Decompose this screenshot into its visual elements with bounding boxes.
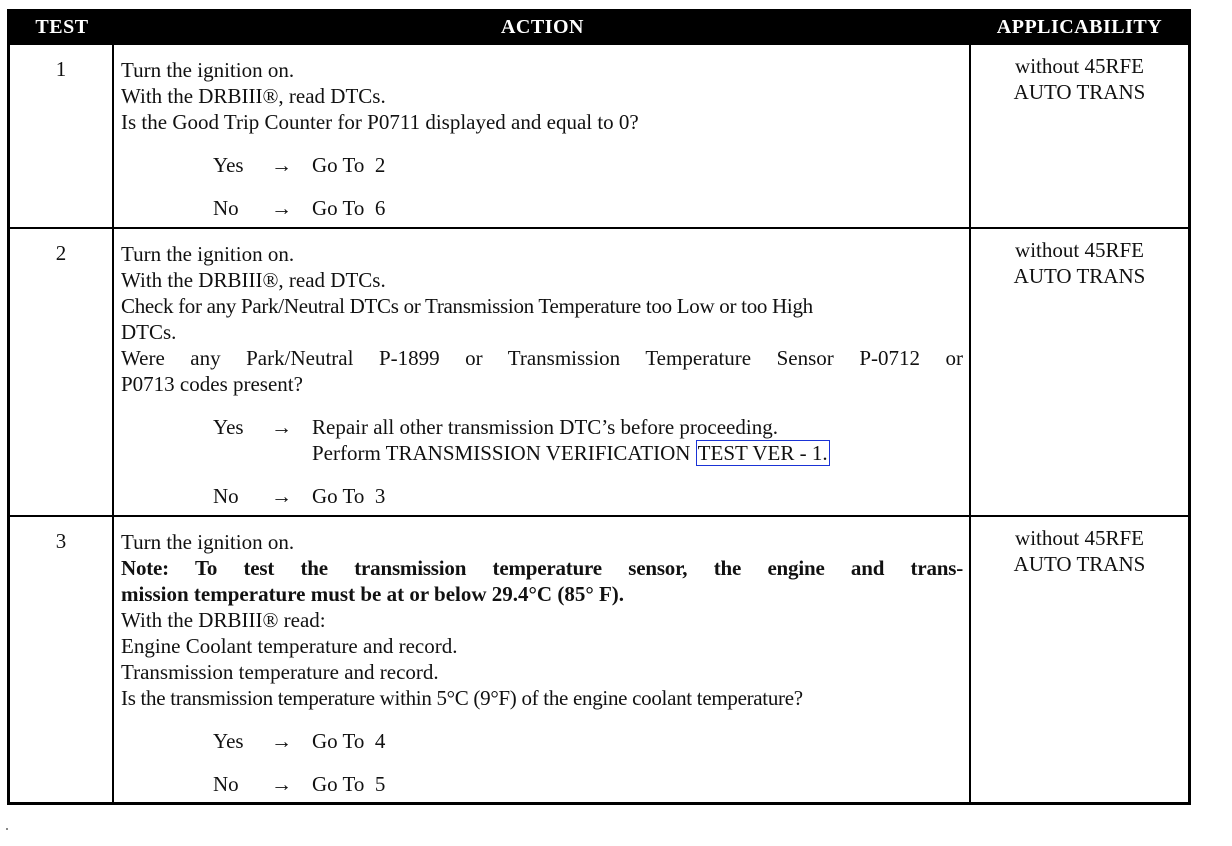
action-line: Transmission temperature and record. xyxy=(121,660,439,684)
arrow-icon: → xyxy=(271,153,292,177)
applicability-cell xyxy=(971,229,1188,515)
yes-label: Yes xyxy=(213,415,244,439)
no-label: No xyxy=(213,772,239,796)
yes-label: Yes xyxy=(213,153,244,177)
yes-option xyxy=(121,414,963,466)
applicability-line: AUTO TRANS xyxy=(1013,552,1146,576)
no-option xyxy=(121,771,963,797)
yes-result xyxy=(312,414,830,466)
diagnostic-test-table xyxy=(7,9,1191,805)
yes-result-line: Repair all other transmission DTC’s before proceeding. xyxy=(312,415,778,439)
action-line: Engine Coolant temperature and record. xyxy=(121,634,458,658)
note-line: Note: To test the transmission temperature sensor, the engine and trans- xyxy=(121,556,963,580)
action-line: With the DRBIII®, read DTCs. xyxy=(121,84,386,108)
no-option xyxy=(121,195,963,221)
no-result: Go To 5 xyxy=(312,772,386,796)
applicability-line: AUTO TRANS xyxy=(1013,264,1146,288)
table-row xyxy=(10,43,1188,227)
action-cell xyxy=(114,229,971,515)
no-result: Go To 6 xyxy=(312,196,386,220)
no-result: Go To 3 xyxy=(312,484,386,508)
applicability-line: without 45RFE xyxy=(1015,526,1144,550)
yes-result: Go To 4 xyxy=(312,729,386,753)
yes-option xyxy=(121,152,963,178)
action-line: DTCs. xyxy=(121,320,177,344)
yes-label: Yes xyxy=(213,729,244,753)
table-row xyxy=(10,227,1188,515)
note-line: mission temperature must be at or below 29.4°C (85° F). xyxy=(121,582,625,606)
yes-option xyxy=(121,728,963,754)
no-label: No xyxy=(213,196,239,220)
applicability-line: AUTO TRANS xyxy=(1013,80,1146,104)
arrow-icon: → xyxy=(271,196,292,220)
action-line: Is the Good Trip Counter for P0711 displayed and equal to 0? xyxy=(121,110,639,134)
action-line: Is the transmission temperature within 5°C (9°F) of the engine coolant temperature? xyxy=(121,686,803,710)
test-ver-1-link[interactable]: TEST VER - 1. xyxy=(697,441,828,465)
yes-result-text: Perform TRANSMISSION VERIFICATION xyxy=(312,441,691,465)
arrow-icon: → xyxy=(271,484,292,508)
header-applicability: APPLICABILITY xyxy=(996,16,1163,38)
table-row xyxy=(10,515,1188,802)
scan-speck xyxy=(6,828,8,830)
test-number: 3 xyxy=(10,517,114,802)
applicability-cell xyxy=(971,517,1188,802)
action-cell xyxy=(114,45,971,227)
applicability-line: without 45RFE xyxy=(1015,238,1144,262)
header-test: TEST xyxy=(35,16,89,38)
arrow-icon: → xyxy=(271,415,292,439)
yes-result-line xyxy=(312,440,830,466)
no-label: No xyxy=(213,484,239,508)
arrow-icon: → xyxy=(271,772,292,796)
action-line: P0713 codes present? xyxy=(121,372,303,396)
action-line: Turn the ignition on. xyxy=(121,530,295,554)
yes-result: Go To 2 xyxy=(312,153,386,177)
test-number: 2 xyxy=(10,229,114,515)
action-line: Check for any Park/Neutral DTCs or Transmission Temperature too Low or too High xyxy=(121,294,813,318)
test-number: 1 xyxy=(10,45,114,227)
action-cell xyxy=(114,517,971,802)
action-line: Turn the ignition on. xyxy=(121,242,295,266)
action-line: Were any Park/Neutral P-1899 or Transmission Temperature Sensor P-0712 or xyxy=(121,346,963,370)
action-line: With the DRBIII® read: xyxy=(121,608,326,632)
arrow-icon: → xyxy=(271,729,292,753)
action-line: Turn the ignition on. xyxy=(121,58,295,82)
table-header xyxy=(10,12,1188,43)
action-line: With the DRBIII®, read DTCs. xyxy=(121,268,386,292)
applicability-line: without 45RFE xyxy=(1015,54,1144,78)
header-action: ACTION xyxy=(500,16,584,38)
applicability-cell xyxy=(971,45,1188,227)
no-option xyxy=(121,483,963,509)
